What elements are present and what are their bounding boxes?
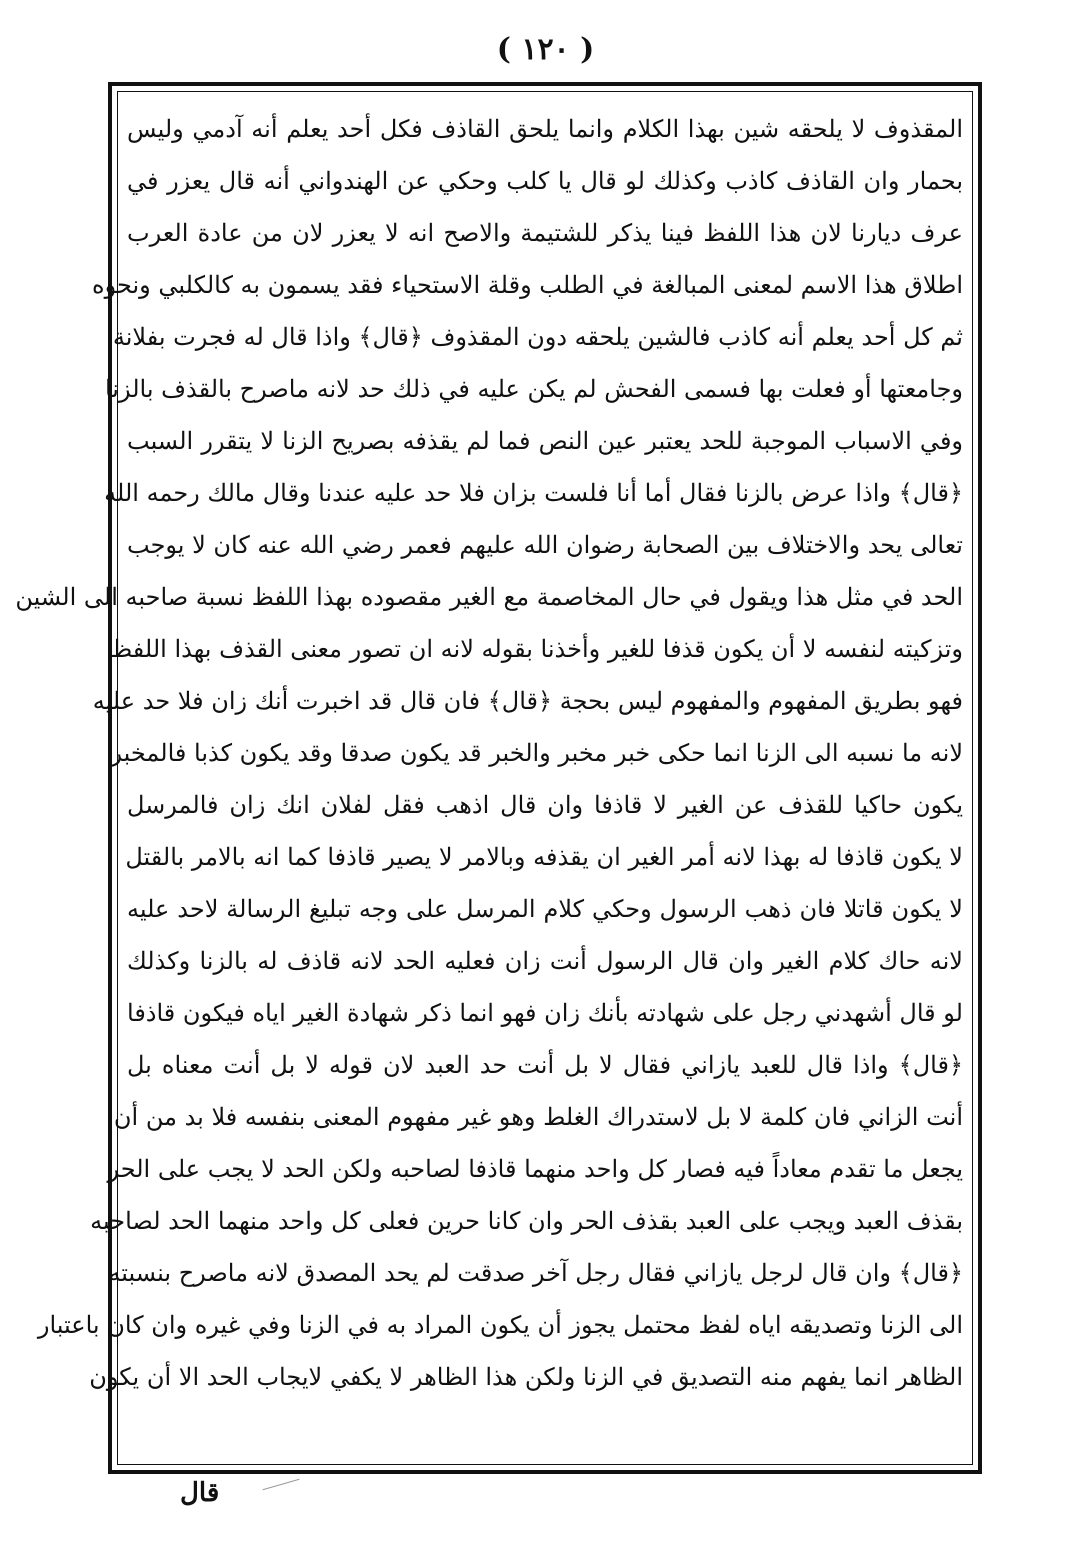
text-line: ﴿قال﴾ واذا عرض بالزنا فقال أما أنا فلست بزان فلا حد عليه عندنا وقال مالك رحمه الله: [104, 479, 963, 507]
text-line: ثم كل أحد يعلم أنه كاذب فالشين يلحقه دون المقذوف ﴿قال﴾ واذا قال له فجرت بفلانة: [112, 323, 963, 351]
text-line: ﴿قال﴾ وان قال لرجل يازاني فقال رجل آخر صدقت لم يحد المصدق لانه ماصرح بنسبته: [108, 1259, 963, 1287]
catchword: قال: [180, 1478, 220, 1508]
text-line: اطلاق هذا الاسم لمعنى المبالغة في الطلب وقلة الاستحياء فقد يسمون به كالكلبي ونحوه: [92, 271, 963, 299]
text-line: بقذف العبد ويجب على العبد بقذف الحر وان كانا حرين فعلى كل واحد منهما الحد لصاحبه: [90, 1207, 963, 1235]
pencil-mark: [263, 1479, 300, 1490]
text-line: يكون حاكيا للقذف عن الغير لا قاذفا وان قال اذهب فقل لفلان انك زان فالمرسل: [127, 791, 963, 819]
text-line: يجعل ما تقدم معاداً فيه فصار كل واحد منهما قاذفا لصاحبه ولكن الحد لا يجب على الحر: [107, 1155, 963, 1183]
text-line: المقذوف لا يلحقه شين بهذا الكلام وانما يلحق القاذف فكل أحد يعلم أنه آدمي وليس: [127, 115, 963, 143]
text-line: لانه ما نسبه الى الزنا انما حكى خبر مخبر والخبر قد يكون صدقا وقد يكون كذبا فالمخبر: [110, 739, 963, 767]
text-line: لو قال أشهدني رجل على شهادته بأنك زان فهو انما ذكر شهادة الغير اياه فيكون قاذفا: [127, 999, 963, 1027]
text-line: الى الزنا وتصديقه اياه لفظ محتمل يجوز أن يكون المراد به في الزنا وفي غيره وان كان باعتبار: [37, 1311, 963, 1339]
text-line: لا يكون قاتلا فان ذهب الرسول وحكي كلام المرسل على وجه تبليغ الرسالة لاحد عليه: [127, 895, 963, 923]
text-line: ﴿قال﴾ واذا قال للعبد يازاني فقال لا بل أنت حد العبد لان قوله لا بل أنت معناه بل: [127, 1051, 964, 1079]
text-line: أنت الزاني فان كلمة لا بل لاستدراك الغلط وهو غير مفهوم المعنى بنفسه فلا بد من أن: [113, 1103, 963, 1131]
text-body: [15, 103, 964, 1455]
page-number: ( ١٢٠ ): [496, 32, 595, 67]
text-line: لا يكون قاذفا له بهذا لانه أمر الغير ان يقذفه وبالامر لا يصير قاذفا كما انه بالامر بالقتل: [125, 843, 963, 871]
text-line: بحمار وان القاذف كاذب وكذلك لو قال يا كلب وحكي عن الهندواني أنه قال يعزر في: [127, 167, 963, 195]
text-line: لانه حاك كلام الغير وان قال الرسول أنت زان فعليه الحد لانه قاذف له بالزنا وكذلك: [127, 947, 963, 975]
text-line: وتزكيته لنفسه لا أن يكون قذفا للغير وأخذنا بقوله لانه ان تصور معنى القذف بهذا اللفظ: [109, 635, 963, 663]
text-line: الظاهر انما يفهم منه التصديق في الزنا ولكن هذا الظاهر لا يكفي لايجاب الحد الا أن يكون: [89, 1363, 963, 1391]
text-line: وفي الاسباب الموجبة للحد يعتبر عين النص فما لم يقذفه بصريح الزنا لا يتقرر السبب: [127, 427, 963, 455]
text-line: تعالى يحد والاختلاف بين الصحابة رضوان الله عليهم فعمر رضي الله عنه كان لا يوجب: [127, 531, 963, 559]
text-line: وجامعتها أو فعلت بها فسمى الفحش لم يكن عليه في ذلك حد لانه ماصرح بالقذف بالزنا: [104, 375, 963, 403]
text-line: عرف ديارنا لان هذا اللفظ فينا يذكر للشتيمة والاصح انه لا يعزر لان من عادة العرب: [127, 219, 963, 247]
text-line: فهو بطريق المفهوم والمفهوم ليس بحجة ﴿قال﴾ فان قال قد اخبرت أنك زان فلا حد عليه: [92, 687, 963, 715]
text-line: الحد في مثل هذا ويقول في حال المخاصمة مع الغير مقصوده بهذا اللفظ نسبة صاحبه الى الشين: [15, 583, 963, 611]
